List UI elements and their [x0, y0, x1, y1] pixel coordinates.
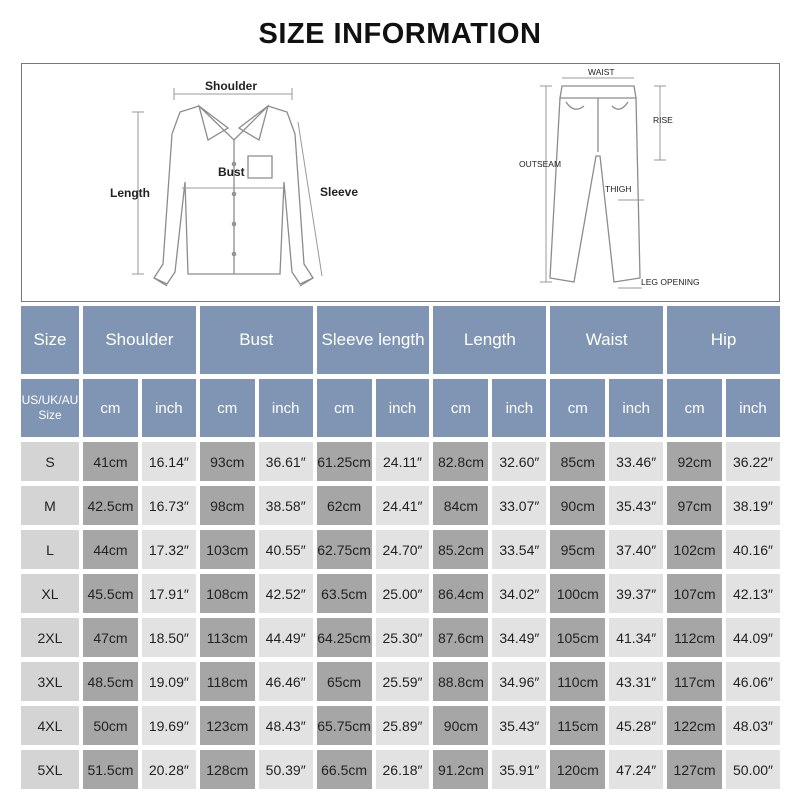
inch-value-cell: 36.61″: [259, 442, 313, 481]
inch-value-cell: 50.39″: [259, 750, 313, 789]
inch-value-cell: 33.46″: [609, 442, 663, 481]
inch-value-cell: 33.54″: [492, 530, 546, 569]
inch-value-cell: 39.37″: [609, 574, 663, 613]
cm-value-cell: 48.5cm: [83, 662, 138, 701]
cm-value-cell: 118cm: [200, 662, 255, 701]
table-row: [21, 662, 780, 701]
cm-value-cell: 44cm: [83, 530, 138, 569]
table-row: [21, 574, 780, 613]
cm-value-cell: 112cm: [667, 618, 722, 657]
outseam-label: OUTSEAM: [519, 159, 562, 169]
inch-value-cell: 19.09″: [142, 662, 196, 701]
size-cell: M: [21, 486, 79, 525]
cm-value-cell: 90cm: [433, 706, 488, 745]
cm-value-cell: 123cm: [200, 706, 255, 745]
cm-value-cell: 102cm: [667, 530, 722, 569]
subheader-cm: cm: [550, 379, 605, 437]
subheader-inch: inch: [259, 379, 313, 437]
cm-value-cell: 108cm: [200, 574, 255, 613]
inch-value-cell: 38.58″: [259, 486, 313, 525]
size-cell: XL: [21, 574, 79, 613]
cm-value-cell: 93cm: [200, 442, 255, 481]
table-header-row: [21, 306, 780, 374]
inch-value-cell: 35.43″: [492, 706, 546, 745]
waist-label: WAIST: [588, 67, 615, 77]
subheader-inch: inch: [726, 379, 780, 437]
header-bust: Bust: [200, 306, 313, 374]
cm-value-cell: 64.25cm: [317, 618, 372, 657]
inch-value-cell: 41.34″: [609, 618, 663, 657]
cm-value-cell: 92cm: [667, 442, 722, 481]
subheader-inch: inch: [142, 379, 196, 437]
cm-value-cell: 50cm: [83, 706, 138, 745]
cm-value-cell: 85.2cm: [433, 530, 488, 569]
size-cell: S: [21, 442, 79, 481]
cm-value-cell: 100cm: [550, 574, 605, 613]
inch-value-cell: 36.22″: [726, 442, 780, 481]
inch-value-cell: 25.00″: [376, 574, 430, 613]
cm-value-cell: 66.5cm: [317, 750, 372, 789]
garment-illustration: [22, 64, 779, 301]
size-cell: 4XL: [21, 706, 79, 745]
table-subheader-row: [21, 379, 780, 437]
cm-value-cell: 97cm: [667, 486, 722, 525]
cm-value-cell: 61.25cm: [317, 442, 372, 481]
subheader-size-line2: Size: [38, 408, 62, 422]
inch-value-cell: 25.30″: [376, 618, 430, 657]
cm-value-cell: 91.2cm: [433, 750, 488, 789]
table-row: [21, 442, 780, 481]
page-title: SIZE INFORMATION: [258, 18, 542, 50]
measurement-diagram: [21, 63, 780, 302]
inch-value-cell: 25.89″: [376, 706, 430, 745]
cm-value-cell: 128cm: [200, 750, 255, 789]
inch-value-cell: 42.52″: [259, 574, 313, 613]
cm-value-cell: 95cm: [550, 530, 605, 569]
inch-value-cell: 48.43″: [259, 706, 313, 745]
cm-value-cell: 82.8cm: [433, 442, 488, 481]
header-shoulder: Shoulder: [83, 306, 196, 374]
size-rows: [21, 442, 780, 789]
cm-value-cell: 103cm: [200, 530, 255, 569]
inch-value-cell: 44.49″: [259, 618, 313, 657]
table-row: [21, 706, 780, 745]
inch-value-cell: 38.19″: [726, 486, 780, 525]
cm-value-cell: 107cm: [667, 574, 722, 613]
cm-value-cell: 84cm: [433, 486, 488, 525]
cm-value-cell: 88.8cm: [433, 662, 488, 701]
inch-value-cell: 24.70″: [376, 530, 430, 569]
subheader-cm: cm: [667, 379, 722, 437]
inch-value-cell: 24.41″: [376, 486, 430, 525]
table-row: [21, 530, 780, 569]
cm-value-cell: 62cm: [317, 486, 372, 525]
inch-value-cell: 40.16″: [726, 530, 780, 569]
cm-value-cell: 110cm: [550, 662, 605, 701]
inch-value-cell: 35.91″: [492, 750, 546, 789]
sleeve-label: Sleeve: [320, 185, 359, 199]
bust-label: Bust: [218, 165, 245, 179]
cm-value-cell: 65cm: [317, 662, 372, 701]
cm-value-cell: 62.75cm: [317, 530, 372, 569]
cm-value-cell: 85cm: [550, 442, 605, 481]
size-cell: 5XL: [21, 750, 79, 789]
cm-value-cell: 45.5cm: [83, 574, 138, 613]
cm-value-cell: 51.5cm: [83, 750, 138, 789]
cm-value-cell: 120cm: [550, 750, 605, 789]
subheader-size: [21, 379, 79, 437]
subheader-cm: cm: [200, 379, 255, 437]
rise-label: RISE: [653, 115, 673, 125]
header-length: Length: [433, 306, 546, 374]
subheader-inch: inch: [376, 379, 430, 437]
inch-value-cell: 50.00″: [726, 750, 780, 789]
cm-value-cell: 98cm: [200, 486, 255, 525]
shirt-measure-lines: [132, 88, 322, 276]
inch-value-cell: 16.14″: [142, 442, 196, 481]
cm-value-cell: 65.75cm: [317, 706, 372, 745]
cm-value-cell: 90cm: [550, 486, 605, 525]
header-sleeve-length: Sleeve length: [317, 306, 430, 374]
header-waist: Waist: [550, 306, 663, 374]
inch-value-cell: 24.11″: [376, 442, 430, 481]
cm-value-cell: 41cm: [83, 442, 138, 481]
size-cell: 3XL: [21, 662, 79, 701]
inch-value-cell: 33.07″: [492, 486, 546, 525]
cm-value-cell: 87.6cm: [433, 618, 488, 657]
cm-value-cell: 47cm: [83, 618, 138, 657]
inch-value-cell: 48.03″: [726, 706, 780, 745]
cm-value-cell: 115cm: [550, 706, 605, 745]
cm-value-cell: 117cm: [667, 662, 722, 701]
inch-value-cell: 17.91″: [142, 574, 196, 613]
inch-value-cell: 47.24″: [609, 750, 663, 789]
table-row: [21, 618, 780, 657]
table-row: [21, 750, 780, 789]
inch-value-cell: 18.50″: [142, 618, 196, 657]
inch-value-cell: 44.09″: [726, 618, 780, 657]
size-cell: L: [21, 530, 79, 569]
header-size: Size: [21, 306, 79, 374]
cm-value-cell: 127cm: [667, 750, 722, 789]
inch-value-cell: 45.28″: [609, 706, 663, 745]
cm-value-cell: 63.5cm: [317, 574, 372, 613]
inch-value-cell: 34.49″: [492, 618, 546, 657]
cm-value-cell: 42.5cm: [83, 486, 138, 525]
inch-value-cell: 34.96″: [492, 662, 546, 701]
leg-opening-label: LEG OPENING: [641, 277, 700, 287]
subheader-size-line1: US/UK/AU: [21, 393, 79, 407]
cm-value-cell: 105cm: [550, 618, 605, 657]
inch-value-cell: 19.69″: [142, 706, 196, 745]
subheader-cm: cm: [433, 379, 488, 437]
thigh-label: THIGH: [605, 184, 632, 194]
inch-value-cell: 40.55″: [259, 530, 313, 569]
subheader-cm: cm: [317, 379, 372, 437]
shoulder-label: Shoulder: [205, 79, 258, 93]
inch-value-cell: 46.06″: [726, 662, 780, 701]
inch-value-cell: 37.40″: [609, 530, 663, 569]
inch-value-cell: 16.73″: [142, 486, 196, 525]
inch-value-cell: 42.13″: [726, 574, 780, 613]
cm-value-cell: 122cm: [667, 706, 722, 745]
subheader-cm: cm: [83, 379, 138, 437]
inch-value-cell: 34.02″: [492, 574, 546, 613]
subheader-inch: inch: [609, 379, 663, 437]
inch-value-cell: 26.18″: [376, 750, 430, 789]
inch-value-cell: 35.43″: [609, 486, 663, 525]
inch-value-cell: 25.59″: [376, 662, 430, 701]
inch-value-cell: 20.28″: [142, 750, 196, 789]
header-hip: Hip: [667, 306, 780, 374]
inch-value-cell: 43.31″: [609, 662, 663, 701]
shirt-illustration: [154, 106, 313, 286]
inch-value-cell: 32.60″: [492, 442, 546, 481]
inch-value-cell: 46.46″: [259, 662, 313, 701]
inch-value-cell: 17.32″: [142, 530, 196, 569]
cm-value-cell: 86.4cm: [433, 574, 488, 613]
cm-value-cell: 113cm: [200, 618, 255, 657]
size-cell: 2XL: [21, 618, 79, 657]
subheader-inch: inch: [492, 379, 546, 437]
table-row: [21, 486, 780, 525]
size-table: [21, 301, 780, 794]
length-label: Length: [110, 186, 150, 200]
